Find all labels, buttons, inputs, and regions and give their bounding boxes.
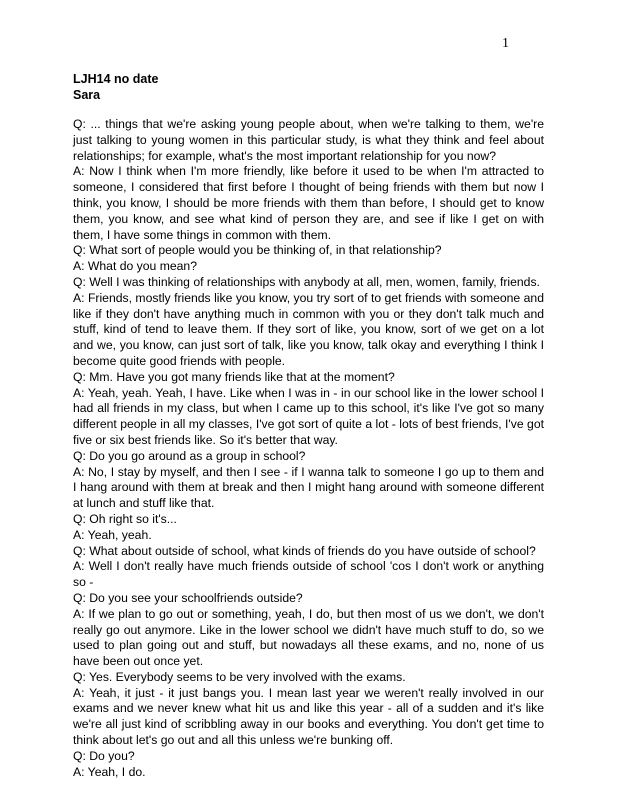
transcript-line: A: Friends, mostly friends like you know, you try sort of to get friends with someone and like if they don't have anything much in common with you or they don't talk much and stuff, kind of tend to leave them. If they sort of like, you know, sort of we get on a lot and we, you know, can just sort of talk, like you know, talk okay and everything I think I become quite good friends with people. (73, 290, 544, 368)
transcript-line: Q: Do you see your schoolfriends outside? (73, 590, 303, 605)
transcript-line: Q: Yes. Everybody seems to be very involved with the exams. (73, 669, 406, 684)
document-header (73, 72, 158, 103)
transcript-line: Q: What sort of people would you be thinking of, in that relationship? (73, 243, 442, 258)
interview-transcript (73, 117, 544, 780)
transcript-line: Q: Well I was thinking of relationships with anybody at all, men, women, family, friends. (73, 274, 540, 289)
transcript-line: A: Yeah, it just - it just bangs you. I mean last year we weren't really involved in our exams and we never knew what hit us and like this year - all of a sudden and it's like we're all just kind of scribbling away in our books and everything. You don't get time to think about let's go out and all this unless we're bunking off. (73, 685, 544, 748)
transcript-line: A: Now I think when I'm more friendly, like before it used to be when I'm attracted to someone, I considered that first before I thought of being friends with them but now I think, you know, I should be more friends with them than before, I should get to know them, you know, and see what kind of person they are, and see if like I get on with them, I have some things in common with them. (73, 164, 544, 242)
transcript-line: Q: What about outside of school, what kinds of friends do you have outside of school? (73, 543, 536, 558)
page-number: 1 (502, 36, 509, 51)
transcript-line: Q: Mm. Have you got many friends like that at the moment? (73, 369, 395, 384)
transcript-line: Q: ... things that we're asking young people about, when we're talking to them, we're just talking to young women in this particular study, is what they think and feel about relationships; for example, what's the most important relationship for you now? (73, 117, 544, 163)
transcript-line: A: What do you mean? (73, 259, 197, 274)
transcript-line: Q: Do you go around as a group in school? (73, 448, 306, 463)
document-id: LJH14 no date (73, 72, 159, 86)
transcript-line: A: No, I stay by myself, and then I see - if I wanna talk to someone I go up to them and I hang around with them at break and then I might hang around with someone different at lunch and stuff like that. (73, 464, 544, 511)
transcript-line: A: Well I don't really have much friends outside of school 'cos I don't work or anything so - (73, 559, 544, 590)
transcript-line: A: Yeah, yeah. (73, 527, 152, 542)
transcript-line: A: If we plan to go out or something, yeah, I do, but then most of us we don't, we don't really go out anymore. Like in the lower school we didn't have much stuff to do, so we used to plan going out and stuff, but nowadays all these exams, and no, none of us have been out once yet. (73, 606, 544, 669)
transcript-line: A: Yeah, I do. (73, 764, 146, 779)
transcript-line: A: Yeah, yeah. Yeah, I have. Like when I was in - in our school like in the lower school I had all friends in my class, but when I came up to this school, it's like I've got so many different people in all my classes, I've got sort of quite a lot - lots of best friends, I've got five or six best friends like. So it's better that way. (73, 385, 544, 447)
participant-name: Sara (73, 87, 101, 102)
transcript-line: Q: Do you? (73, 748, 135, 763)
transcript-line: Q: Oh right so it's... (73, 511, 177, 526)
